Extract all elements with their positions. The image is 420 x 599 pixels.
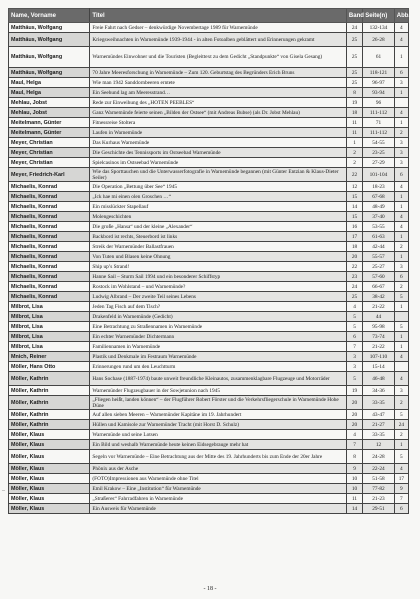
- row-band: 19: [346, 98, 362, 108]
- table-row: [9, 33, 409, 47]
- row-figures: 4: [394, 33, 408, 47]
- row-band: 15: [346, 212, 362, 222]
- row-author-name: Möller, Klaus: [9, 494, 90, 504]
- row-pages: 57-60: [363, 272, 395, 282]
- row-author-name: Maul, Helga: [9, 88, 90, 98]
- row-band: 25: [346, 78, 362, 88]
- table-row: [9, 450, 409, 464]
- row-author-name: Matthäus, Wolfgang: [9, 47, 90, 68]
- row-pages: 51-58: [363, 474, 395, 484]
- row-author-name: Matthäus, Wolfgang: [9, 68, 90, 78]
- row-title: Hüllen und Kamisole zur Warnemünder Tracht (mit Horst D. Schulz): [90, 420, 346, 430]
- row-title: Warnemündes Einwohner und die Touristen (Begleittext zu dem Gedicht „Standpunkte“ von Gisela Gesang): [90, 47, 346, 68]
- row-title: Ein misslückter Stapellauf: [90, 202, 346, 212]
- row-title: Wie das Sporttauchen und die Unterwasserfotografie in Warnemünde begannen (mit Günter Entzian & Klaus-Dieter Seiler): [90, 168, 346, 182]
- table-row: [9, 168, 409, 182]
- row-author-name: Meyer, Christian: [9, 138, 90, 148]
- table-row: [9, 242, 409, 252]
- row-author-name: Möller, Kathrin: [9, 372, 90, 386]
- row-author-name: Möller, Kathrin: [9, 386, 90, 396]
- row-band: 14: [346, 202, 362, 212]
- row-title: Rede zur Einweihung des „HOTEN PEEBLES“: [90, 98, 346, 108]
- row-title: Fitnessreise Stoltera: [90, 118, 346, 128]
- table-row: [9, 342, 409, 352]
- row-band: 20: [346, 420, 362, 430]
- row-band: 20: [346, 396, 362, 410]
- row-author-name: Möller, Klaus: [9, 430, 90, 440]
- row-pages: 33-35: [363, 430, 395, 440]
- table-row: [9, 158, 409, 168]
- table-header-row: [9, 9, 409, 23]
- table-row: [9, 372, 409, 386]
- row-title: Hans Sochase (1887-1974) baute unweit freundliche Kleinautos, zusammenklagbare Flugzeuge und Motorräder: [90, 372, 346, 386]
- row-figures: 3: [394, 158, 408, 168]
- row-figures: 3: [394, 386, 408, 396]
- table-row: [9, 47, 409, 68]
- row-author-name: Michaelis, Konrad: [9, 212, 90, 222]
- row-author-name: Mnich, Reiner: [9, 352, 90, 362]
- row-pages: 93-94: [363, 88, 395, 98]
- row-title: Warnemünde und seine Lotsen: [90, 430, 346, 440]
- row-figures: 17: [394, 474, 408, 484]
- row-band: 6: [346, 332, 362, 342]
- table-row: [9, 282, 409, 292]
- table-row: [9, 262, 409, 272]
- row-figures: 2: [394, 396, 408, 410]
- row-pages: 107-110: [363, 352, 395, 362]
- row-figures: 2: [394, 242, 408, 252]
- row-title: Freie Fahrt nach Gedser – denkwürdige Novembertage 1989 für Warnemünde: [90, 23, 346, 33]
- row-figures: 4: [394, 464, 408, 474]
- row-band: 8: [346, 88, 362, 98]
- row-band: 23: [346, 272, 362, 282]
- row-band: 10: [346, 474, 362, 484]
- row-pages: 43-47: [363, 410, 395, 420]
- row-figures: 2: [394, 282, 408, 292]
- row-pages: 55-57: [363, 252, 395, 262]
- table-row: [9, 352, 409, 362]
- row-figures: 3: [394, 148, 408, 158]
- row-band: 22: [346, 262, 362, 272]
- row-figures: 1: [394, 202, 408, 212]
- table-row: [9, 222, 409, 232]
- table-row: [9, 148, 409, 158]
- row-pages: 21-23: [363, 494, 395, 504]
- row-figures: 4: [394, 352, 408, 362]
- row-title: Die Geschichte des Tennissports im Ostseebad Warnemünde: [90, 148, 346, 158]
- header-name: Name, Vorname: [9, 9, 90, 23]
- row-title: Ein Seehund lag am Meeresstrand…: [90, 88, 346, 98]
- row-author-name: Matthäus, Wolfgang: [9, 33, 90, 47]
- row-author-name: Möller, Klaus: [9, 440, 90, 450]
- table-row: [9, 232, 409, 242]
- table-row: [9, 23, 409, 33]
- row-title: Segeln vor Warnemünde – Eine Betrachtung aus der Mitte des 19. Jahrhunderts bis zum Ende der 20er Jahre: [90, 450, 346, 464]
- row-author-name: Möller, Klaus: [9, 464, 90, 474]
- row-author-name: Michaelis, Konrad: [9, 232, 90, 242]
- row-author-name: Michaelis, Konrad: [9, 202, 90, 212]
- row-band: 18: [346, 108, 362, 118]
- table-row: [9, 386, 409, 396]
- row-author-name: Möller, Hans Otto: [9, 362, 90, 372]
- row-figures: 3: [394, 262, 408, 272]
- table-row: [9, 202, 409, 212]
- table-row: [9, 484, 409, 494]
- row-author-name: Michaelis, Konrad: [9, 242, 90, 252]
- row-band: 3: [346, 362, 362, 372]
- row-pages: 42-44: [363, 242, 395, 252]
- row-title: Streik der Warnemünder Ballastfrauen: [90, 242, 346, 252]
- table-row: [9, 302, 409, 312]
- row-author-name: Möller, Kathrin: [9, 420, 90, 430]
- row-pages: 53-55: [363, 222, 395, 232]
- row-figures: 6: [394, 68, 408, 78]
- row-band: 22: [346, 168, 362, 182]
- row-author-name: Maul, Helga: [9, 78, 90, 88]
- row-band: 7: [346, 342, 362, 352]
- row-figures: 9: [394, 484, 408, 494]
- row-title: Plastik und Denkmale im Festraum Warnemünde: [90, 352, 346, 362]
- row-figures: 4: [394, 212, 408, 222]
- row-figures: 1: [394, 332, 408, 342]
- row-title: Wie man 1942 Sanddornbeeren erntete: [90, 78, 346, 88]
- row-band: 11: [346, 128, 362, 138]
- row-author-name: Michaelis, Konrad: [9, 282, 90, 292]
- table-row: [9, 440, 409, 450]
- table-row: [9, 474, 409, 484]
- row-title: Ein Ausweis für Warnemünde: [90, 504, 346, 514]
- table-row: [9, 68, 409, 78]
- side-mark: –: [2, 488, 5, 494]
- row-figures: 4: [394, 182, 408, 192]
- row-figures: 4: [394, 108, 408, 118]
- row-pages: 95-98: [363, 322, 395, 332]
- row-band: 20: [346, 252, 362, 262]
- row-pages: 48-49: [363, 202, 395, 212]
- row-pages: 111-112: [363, 128, 395, 138]
- row-pages: 27-29: [363, 158, 395, 168]
- row-figures: 6: [394, 168, 408, 182]
- row-band: 18: [346, 242, 362, 252]
- row-title: Warnemünder Flugzeugbauer in der Sowjetunion nach 1945: [90, 386, 346, 396]
- table-row: [9, 272, 409, 282]
- row-author-name: Michaelis, Konrad: [9, 182, 90, 192]
- row-title: Eine Betrachtung zu Straßennamen in Warnemünde: [90, 322, 346, 332]
- row-band: 4: [346, 430, 362, 440]
- row-title: Molengeschichten: [90, 212, 346, 222]
- row-title: Familiennamen in Warnemünde: [90, 342, 346, 352]
- header-figs: Abb.: [394, 9, 408, 23]
- row-figures: 6: [394, 272, 408, 282]
- row-title: Jeden Tag Fisch auf dem Tisch?: [90, 302, 346, 312]
- row-band: 9: [346, 464, 362, 474]
- row-band: 4: [346, 302, 362, 312]
- row-band: 8: [346, 450, 362, 464]
- header-pages: Seite(n): [363, 9, 395, 23]
- row-pages: 21-27: [363, 420, 395, 430]
- page-number: - 18 -: [203, 586, 217, 592]
- table-row: [9, 332, 409, 342]
- row-band: 10: [346, 484, 362, 494]
- row-pages: 54-55: [363, 138, 395, 148]
- row-title: Erinnerungen rund um den Leuchtturm: [90, 362, 346, 372]
- row-title: Backbord ist rechts, Steuerbord ist links: [90, 232, 346, 242]
- table-row: [9, 362, 409, 372]
- row-title: Ein echter Warnemünder Dichtermann: [90, 332, 346, 342]
- row-band: 5: [346, 312, 362, 322]
- row-band: 25: [346, 47, 362, 68]
- row-author-name: Möller, Klaus: [9, 474, 90, 484]
- row-title: „Ick hae mi einen olen Groschen …“: [90, 192, 346, 202]
- row-pages: 73-74: [363, 332, 395, 342]
- row-band: 5: [346, 372, 362, 386]
- row-title: (FOTO)Impressionen aus Warnemünde ohne Titel: [90, 474, 346, 484]
- row-title: Ludwig Albrand – Der zweite Teil seines Lebens: [90, 292, 346, 302]
- table-row: [9, 78, 409, 88]
- row-pages: 22-24: [363, 464, 395, 474]
- row-author-name: Möller, Klaus: [9, 450, 90, 464]
- row-author-name: Milbrot, Lisa: [9, 302, 90, 312]
- row-title: „Fliegen heißt, landen können“ – der Flugführer Robert Förster und die Verkehrsfliegerschule in Warnemünde Hohe Düne: [90, 396, 346, 410]
- row-pages: 33-35: [363, 396, 395, 410]
- row-figures: 1: [394, 118, 408, 128]
- row-pages: 132-134: [363, 23, 395, 33]
- row-title: „Straßeres“ Fahrradfahren in Warnemünde: [90, 494, 346, 504]
- row-title: Auf allen sieben Meeren – Warnemünder Kapitäne im 19. Jahrhundert: [90, 410, 346, 420]
- row-figures: 5: [394, 292, 408, 302]
- row-figures: 5: [394, 410, 408, 420]
- row-figures: 4: [394, 222, 408, 232]
- row-title: Die große „Hansa“ und der kleine „Alexander“: [90, 222, 346, 232]
- row-band: 17: [346, 232, 362, 242]
- row-pages: 118-121: [363, 68, 395, 78]
- row-title: Spielcasinos im Ostseebad Warnemünde: [90, 158, 346, 168]
- row-author-name: Michaelis, Konrad: [9, 272, 90, 282]
- table-body: [9, 23, 409, 514]
- row-author-name: Mehlau, Jobst: [9, 108, 90, 118]
- row-author-name: Meitelmann, Günter: [9, 128, 90, 138]
- row-figures: 3: [394, 78, 408, 88]
- row-figures: [394, 98, 408, 108]
- row-author-name: Meyer, Christian: [9, 148, 90, 158]
- row-author-name: Möller, Klaus: [9, 504, 90, 514]
- header-title: Titel: [90, 9, 346, 23]
- row-title: 70 Jahre Meeresforschung in Warnemünde – Zum 120. Geburtstag des Begründers Erich Bruns: [90, 68, 346, 78]
- table-row: [9, 118, 409, 128]
- row-pages: 44: [363, 312, 395, 322]
- row-title: Ein Bild und weshalb Warnemünde heute keinen Eidsegebrauge mehr hat: [90, 440, 346, 450]
- row-figures: 2: [394, 128, 408, 138]
- table-row: [9, 212, 409, 222]
- row-band: 3: [346, 352, 362, 362]
- row-pages: 61-63: [363, 232, 395, 242]
- table-row: [9, 410, 409, 420]
- row-band: 25: [346, 33, 362, 47]
- row-title: Phönix aus der Asche: [90, 464, 346, 474]
- table-row: [9, 504, 409, 514]
- row-pages: 71: [363, 118, 395, 128]
- row-pages: 101-104: [363, 168, 395, 182]
- row-band: 5: [346, 322, 362, 332]
- table-row: [9, 292, 409, 302]
- row-band: 2: [346, 148, 362, 158]
- table-row: [9, 182, 409, 192]
- row-title: Rostock im Wohlstand – und Warnemünde?: [90, 282, 346, 292]
- row-figures: 1: [394, 88, 408, 98]
- row-band: 25: [346, 292, 362, 302]
- row-author-name: Michaelis, Konrad: [9, 292, 90, 302]
- row-figures: 7: [394, 494, 408, 504]
- table-row: [9, 138, 409, 148]
- row-band: 25: [346, 68, 362, 78]
- row-author-name: Milbrot, Lisa: [9, 312, 90, 322]
- row-pages: 29-51: [363, 504, 395, 514]
- row-title: Laufen in Warnemünde: [90, 128, 346, 138]
- row-title: Ganz Warnemünde feierte seinen „Bilden der Ostsee“ (mit Andreas Bubse) (als Dr. Jobst Mehlau): [90, 108, 346, 118]
- row-band: 1: [346, 138, 362, 148]
- row-pages: 46-48: [363, 372, 395, 386]
- row-author-name: Michaelis, Konrad: [9, 192, 90, 202]
- row-figures: 4: [394, 372, 408, 386]
- row-figures: 3: [394, 138, 408, 148]
- row-figures: [394, 362, 408, 372]
- row-author-name: Meyer, Christian: [9, 158, 90, 168]
- row-figures: 4: [394, 23, 408, 33]
- row-author-name: Milbrot, Lisa: [9, 322, 90, 332]
- row-author-name: Michaelis, Konrad: [9, 262, 90, 272]
- row-author-name: Milbrot, Lisa: [9, 332, 90, 342]
- row-pages: 61: [363, 47, 395, 68]
- table-row: [9, 88, 409, 98]
- row-figures: 1: [394, 47, 408, 68]
- row-title: Kriegsweihnachten in Warnemünde 1939-1944 - in alten Fotoalben geblättert und Erinnerungen gekramt: [90, 33, 346, 47]
- table-row: [9, 312, 409, 322]
- author-index-table: [8, 8, 409, 514]
- row-band: 2: [346, 158, 362, 168]
- row-pages: 25-27: [363, 262, 395, 272]
- row-figures: 1: [394, 342, 408, 352]
- table-row: [9, 430, 409, 440]
- row-author-name: Matthäus, Wolfgang: [9, 23, 90, 33]
- row-pages: 24-28: [363, 450, 395, 464]
- row-figures: 1: [394, 192, 408, 202]
- row-pages: 96: [363, 98, 395, 108]
- row-author-name: Meitelmann, Günter: [9, 118, 90, 128]
- row-author-name: Michaelis, Konrad: [9, 252, 90, 262]
- table-row: [9, 252, 409, 262]
- row-pages: 37-40: [363, 212, 395, 222]
- row-author-name: Michaelis, Konrad: [9, 222, 90, 232]
- row-figures: 2: [394, 430, 408, 440]
- row-pages: 66-67: [363, 282, 395, 292]
- row-title: Hanne Sail – Sturm Sail 1994 und ein besonderer Schiffstyp: [90, 272, 346, 282]
- row-band: 14: [346, 504, 362, 514]
- row-pages: 12: [363, 440, 395, 450]
- row-author-name: Möller, Klaus: [9, 484, 90, 494]
- header-band: Band: [346, 9, 362, 23]
- row-figures: 1: [394, 440, 408, 450]
- row-pages: 111-112: [363, 108, 395, 118]
- row-title: Von Tuten und Blasen keine Ohnung: [90, 252, 346, 262]
- row-figures: 5: [394, 322, 408, 332]
- row-figures: 5: [394, 450, 408, 464]
- table-row: [9, 192, 409, 202]
- row-figures: 1: [394, 302, 408, 312]
- table-row: [9, 322, 409, 332]
- row-band: 7: [346, 440, 362, 450]
- row-author-name: Möller, Kathrin: [9, 410, 90, 420]
- table-row: [9, 128, 409, 138]
- row-band: 11: [346, 118, 362, 128]
- row-pages: 21-22: [363, 342, 395, 352]
- row-author-name: Mehlau, Jobst: [9, 98, 90, 108]
- row-pages: 18-23: [363, 182, 395, 192]
- row-title: Drakenfeld in Warnemünde (Gedicht): [90, 312, 346, 322]
- row-figures: 1: [394, 232, 408, 242]
- row-pages: 26-28: [363, 33, 395, 47]
- row-pages: 34-36: [363, 386, 395, 396]
- row-pages: 67-68: [363, 192, 395, 202]
- row-pages: 96-97: [363, 78, 395, 88]
- table-row: [9, 494, 409, 504]
- row-title: Emil Krakow – Eine „Institution“ für Warnemünde: [90, 484, 346, 494]
- row-author-name: Milbrot, Lisa: [9, 342, 90, 352]
- row-pages: 15-14: [363, 362, 395, 372]
- table-row: [9, 98, 409, 108]
- row-title: Ship up’s Strand!: [90, 262, 346, 272]
- row-figures: 6: [394, 504, 408, 514]
- row-figures: 24: [394, 420, 408, 430]
- row-pages: 21-22: [363, 302, 395, 312]
- row-pages: 38-42: [363, 292, 395, 302]
- row-band: 15: [346, 192, 362, 202]
- row-author-name: Meyer, Friedrich-Karl: [9, 168, 90, 182]
- row-figures: 1: [394, 252, 408, 262]
- row-pages: 77-82: [363, 484, 395, 494]
- row-band: 12: [346, 182, 362, 192]
- row-band: 24: [346, 23, 362, 33]
- table-row: [9, 464, 409, 474]
- row-pages: 23-25: [363, 148, 395, 158]
- row-band: 11: [346, 494, 362, 504]
- row-author-name: Möller, Kathrin: [9, 396, 90, 410]
- row-band: 16: [346, 222, 362, 232]
- row-band: 19: [346, 386, 362, 396]
- row-figures: [394, 312, 408, 322]
- row-band: 20: [346, 410, 362, 420]
- table-row: [9, 420, 409, 430]
- table-row: [9, 108, 409, 118]
- row-title: Die Operation „Bettung über See“ 1945: [90, 182, 346, 192]
- row-title: Das Kurhaus Warnemünde: [90, 138, 346, 148]
- row-band: 24: [346, 282, 362, 292]
- table-row: [9, 396, 409, 410]
